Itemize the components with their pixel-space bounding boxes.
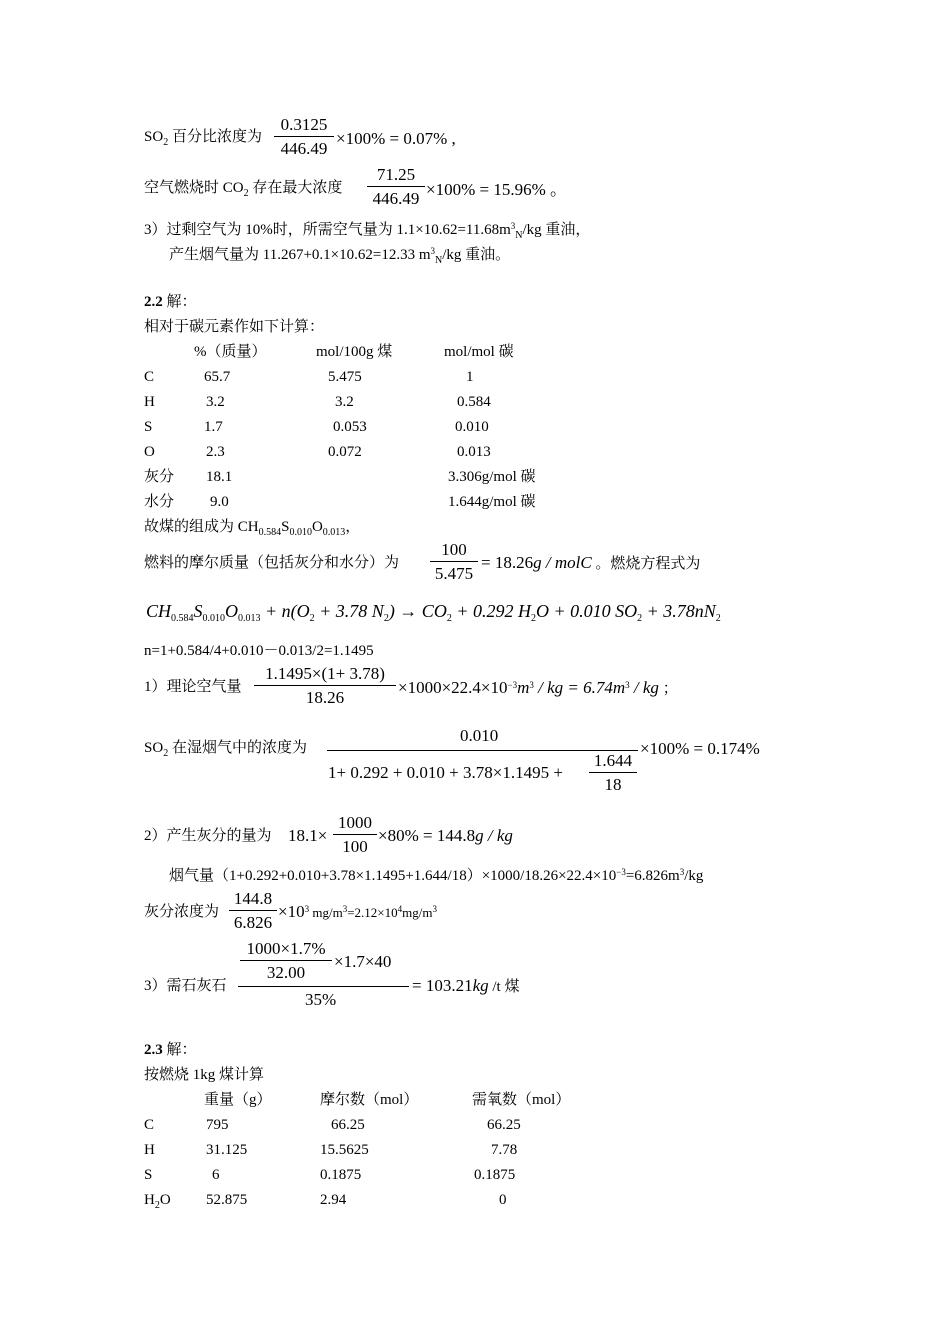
coal-table-header-mol: mol/100g 煤 [316,344,393,360]
section-2-3-intro: 按燃烧 1kg 煤计算 [144,1067,265,1083]
table-cell-ratio: 1 [466,369,474,385]
table-cell-weight: 6 [212,1167,220,1183]
so2-wet-fraction-bar [327,750,638,751]
ash-amount-label: 2）产生灰分的量为 [144,828,272,844]
n-value-line: n=1+0.584/4+0.010－0.013/2=1.1495 [144,643,374,659]
section-2-3-heading: 2.3 解： [144,1042,197,1058]
coal-table-header-ratio: mol/mol 碳 [444,344,514,360]
burn-table-header-o2: 需氧数（mol） [472,1092,571,1108]
ash-amount-fraction: 1000 100 [333,814,377,855]
molar-mass-fraction: 100 5.475 [430,541,478,582]
table-cell-pct: 18.1 [206,469,233,485]
table-cell-element: 水分 [144,494,175,510]
ash-amount-prefix: 18.1× [288,826,328,845]
theoretical-air-fraction: 1.1495×(1+ 3.78) 18.26 [254,665,396,706]
table-cell-o2: 7.78 [491,1142,518,1158]
table-cell-mol: 5.475 [328,369,362,385]
step3-flue-line: 产生烟气量为 11.267+0.1×10.62=12.33 $m^3_N/kg$ 重油。 [169,246,511,266]
limestone-inner-fraction: 1000×1.7% 32.00 [240,940,332,981]
section-2-2-heading: 2.2 解： [144,294,197,310]
table-cell-o2: 0 [499,1192,507,1208]
limestone-multiplier: ×1.7×40 [334,952,392,971]
table-cell-element: S [144,419,153,435]
limestone-label: 3）需石灰石 [144,978,227,994]
burn-table-header-weight: 重量（g） [204,1092,272,1108]
table-cell-weight: 795 [206,1117,229,1133]
ash-conc-fraction: 144.8 6.826 [229,890,277,931]
burn-table-header-mol: 摩尔数（mol） [320,1092,419,1108]
limestone-fraction-bar [238,986,409,987]
co2-max-result: ×100% = 15.96% 。 [426,180,567,199]
table-cell-pct: 1.7 [204,419,223,435]
combustion-equation: $CH_{0.584}S_{0.010}O_{0.013} + n(O_2 + 3.78$ $N_2) \to CO_2 + 0.292$ $H_2O + 0.010$ $SO_2 + 3.78nN_2$ [146,601,721,624]
table-cell-element: 灰分 [144,469,175,485]
table-cell-mol: 2.94 [320,1192,347,1208]
table-cell-ratio: 1.644g/mol 碳 [448,494,536,510]
table-cell-mol: 0.072 [328,444,362,460]
table-cell-pct: 65.7 [204,369,231,385]
table-cell-mol: 0.053 [333,419,367,435]
theoretical-air-label: 1）理论空气量 [144,679,242,695]
co2-max-line: 空气燃烧时 $CO_2$ 存在最大浓度 [144,180,343,199]
table-cell-o2: 0.1875 [474,1167,516,1183]
coal-table-header-pct: %（质量） [194,344,267,360]
so2-percent-line: $SO_2$ 百分比浓度为 [144,129,262,148]
flue-gas-line: 烟气量$(1+0.292+0.010+3.78\times 1.1495+1.644/18)\times 1000/18.26\times 22.4\times 10^{-3}=6.826m^3/kg$ [169,867,704,884]
table-cell-ratio: 0.013 [457,444,491,460]
so2-fraction: 0.3125 446.49 [274,116,334,157]
table-cell-weight: 31.125 [206,1142,248,1158]
so2-wet-label: $SO_2$ 在湿烟气中的浓度为 [144,740,307,759]
table-cell-element: H [144,394,155,410]
so2-percent-result: ×100% = 0.07% , [336,129,456,148]
coal-composition-line: 故煤的组成为 $CH_{0.584}S_{0.010}O_{0.013}$， [144,519,361,538]
limestone-result: = 103.21kg /t 煤 [412,976,520,995]
so2-wet-denominator: 1+ 0.292 + 0.010 + 3.78×1.1495 + [328,763,563,782]
table-cell-element: S [144,1167,153,1183]
co2-fraction: 71.25 446.49 [367,166,425,207]
so2-wet-result: ×100% = 0.174% [640,739,760,758]
table-cell-pct: 9.0 [210,494,229,510]
table-cell-element: O [144,444,155,460]
molar-mass-result: = 18.26g / molC 。燃烧方程式为 [481,553,701,572]
table-cell-element: H [144,1142,155,1158]
table-cell-element: C [144,369,155,385]
step3-air-line: 3）过剩空气为 10%时，所需空气量为 $1.1\times 10.62=11.68m^3_N/kg$ 重油， [144,221,591,241]
table-cell-mol: 0.1875 [320,1167,362,1183]
section-2-2-intro: 相对于碳元素作如下计算： [144,319,325,335]
table-cell-element: C [144,1117,155,1133]
so2-wet-numerator: 0.010 [460,726,499,745]
table-cell-ratio: 0.010 [455,419,489,435]
table-cell-element: $H_2O$ [144,1192,171,1211]
table-cell-pct: 2.3 [206,444,225,460]
ash-amount-result: ×80% = 144.8g / kg [378,826,513,845]
table-cell-o2: 66.25 [487,1117,521,1133]
table-cell-ratio: 0.584 [457,394,491,410]
table-cell-mol: 3.2 [335,394,354,410]
ash-conc-result: $\times 10^3$ $mg/m^3=2.12\times 10^4mg/m^3$ [278,902,437,921]
theoretical-air-result: $\times 1000\times 22.4\times 10^{-3}m^3$ / kg = $6.74m^3$ / kg ； [398,678,678,697]
table-cell-pct: 3.2 [206,394,225,410]
table-cell-ratio: 3.306g/mol 碳 [448,469,536,485]
table-cell-mol: 15.5625 [320,1142,369,1158]
ash-conc-label: 灰分浓度为 [144,904,220,920]
molar-mass-label: 燃料的摩尔质量（包括灰分和水分）为 [144,555,400,571]
so2-wet-inner-fraction: 1.644 18 [589,752,637,793]
table-cell-mol: 66.25 [331,1117,365,1133]
limestone-denominator: 35% [305,990,337,1009]
table-cell-weight: 52.875 [206,1192,248,1208]
